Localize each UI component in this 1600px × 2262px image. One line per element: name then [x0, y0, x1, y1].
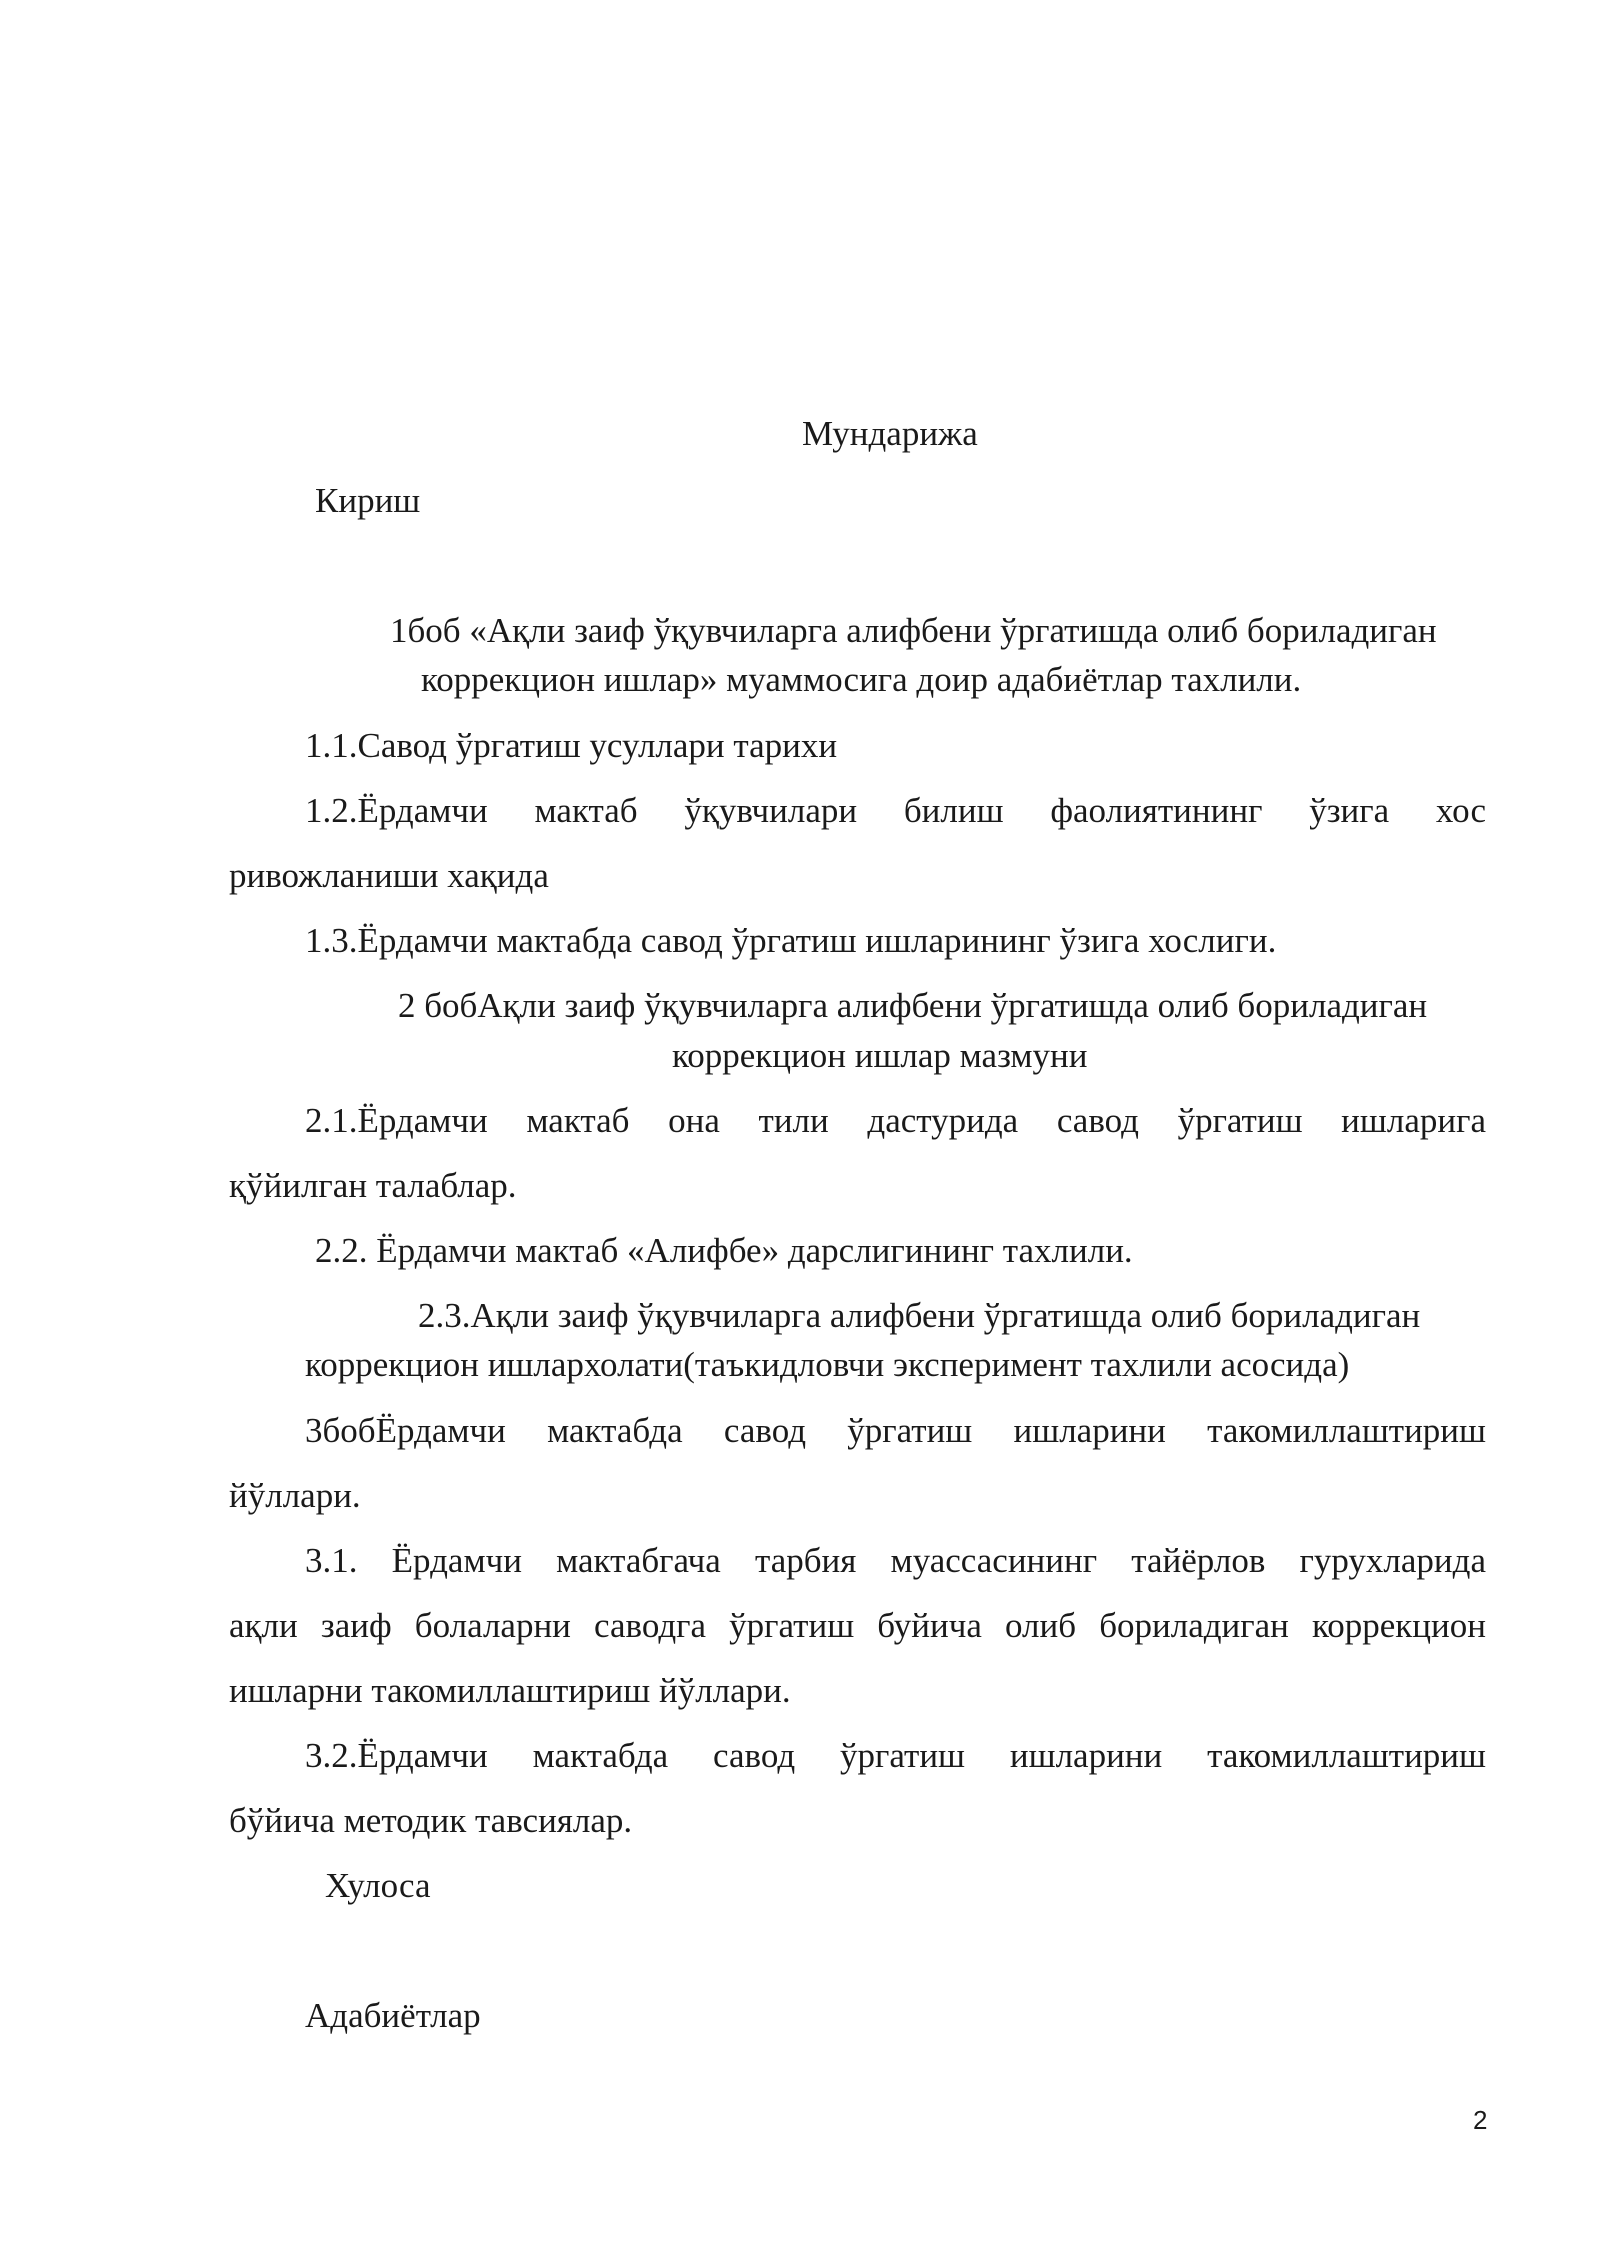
- section-3-1-line1: 3.1. Ёрдамчи мактабгача тарбия муассасининг тайёрлов гурухларида: [305, 1541, 1486, 1580]
- section-2-3-line1: 2.3.Ақли заиф ўқувчиларга алифбени ўргатишда олиб бориладиган: [418, 1296, 1421, 1335]
- section-3-1-line2: ақли заиф болаларни саводга ўргатиш буйича олиб бориладиган коррекцион: [229, 1606, 1486, 1645]
- toc-title: Мундарижа: [802, 414, 978, 453]
- section-1-2-line2: ривожланиши хақида: [229, 856, 549, 895]
- section-1-3: 1.3.Ёрдамчи мактабда савод ўргатиш ишларининг ўзига хослиги.: [305, 921, 1277, 960]
- section-2-1-line2: қўйилган талаблар.: [229, 1166, 517, 1205]
- section-2-3-line2: коррекцион ишлархолати(таъкидловчи эксперимент тахлили асосида): [305, 1345, 1350, 1384]
- section-1-2-line1: 1.2.Ёрдамчи мактаб ўқувчилари билиш фаолиятининг ўзига хос: [305, 791, 1486, 830]
- chapter1-heading-line1: 1боб «Ақли заиф ўқувчиларга алифбени ўргатишда олиб бориладиган: [390, 611, 1437, 650]
- toc-intro: Кириш: [315, 481, 421, 520]
- section-2-2: 2.2. Ёрдамчи мактаб «Алифбе» дарслигининг тахлили.: [315, 1231, 1133, 1270]
- chapter1-heading-line2: коррекцион ишлар» муаммосига доир адабиётлар тахлили.: [421, 660, 1302, 699]
- chapter3-line2: йўллари.: [229, 1476, 361, 1515]
- page-number: 2: [1473, 2105, 1488, 2135]
- chapter3-line1: 3бобЁрдамчи мактабда савод ўргатиш ишларини такомиллаштириш: [305, 1411, 1486, 1450]
- chapter2-heading-line1: 2 бобАқли заиф ўқувчиларга алифбени ўргатишда олиб бориладиган: [398, 986, 1428, 1025]
- section-1-1: 1.1.Савод ўргатиш усуллари тарихи: [305, 726, 838, 765]
- toc-references: Адабиётлар: [305, 1996, 481, 2035]
- section-2-1-line1: 2.1.Ёрдамчи мактаб она тили дастурида савод ўргатиш ишларига: [305, 1101, 1486, 1140]
- chapter2-heading-line2: коррекцион ишлар мазмуни: [672, 1036, 1088, 1075]
- section-3-1-line3: ишларни такомиллаштириш йўллари.: [229, 1671, 791, 1710]
- section-3-2-line1: 3.2.Ёрдамчи мактабда савод ўргатиш ишларини такомиллаштириш: [305, 1736, 1486, 1775]
- toc-conclusion: Хулоса: [325, 1866, 431, 1905]
- section-3-2-line2: бўйича методик тавсиялар.: [229, 1801, 633, 1840]
